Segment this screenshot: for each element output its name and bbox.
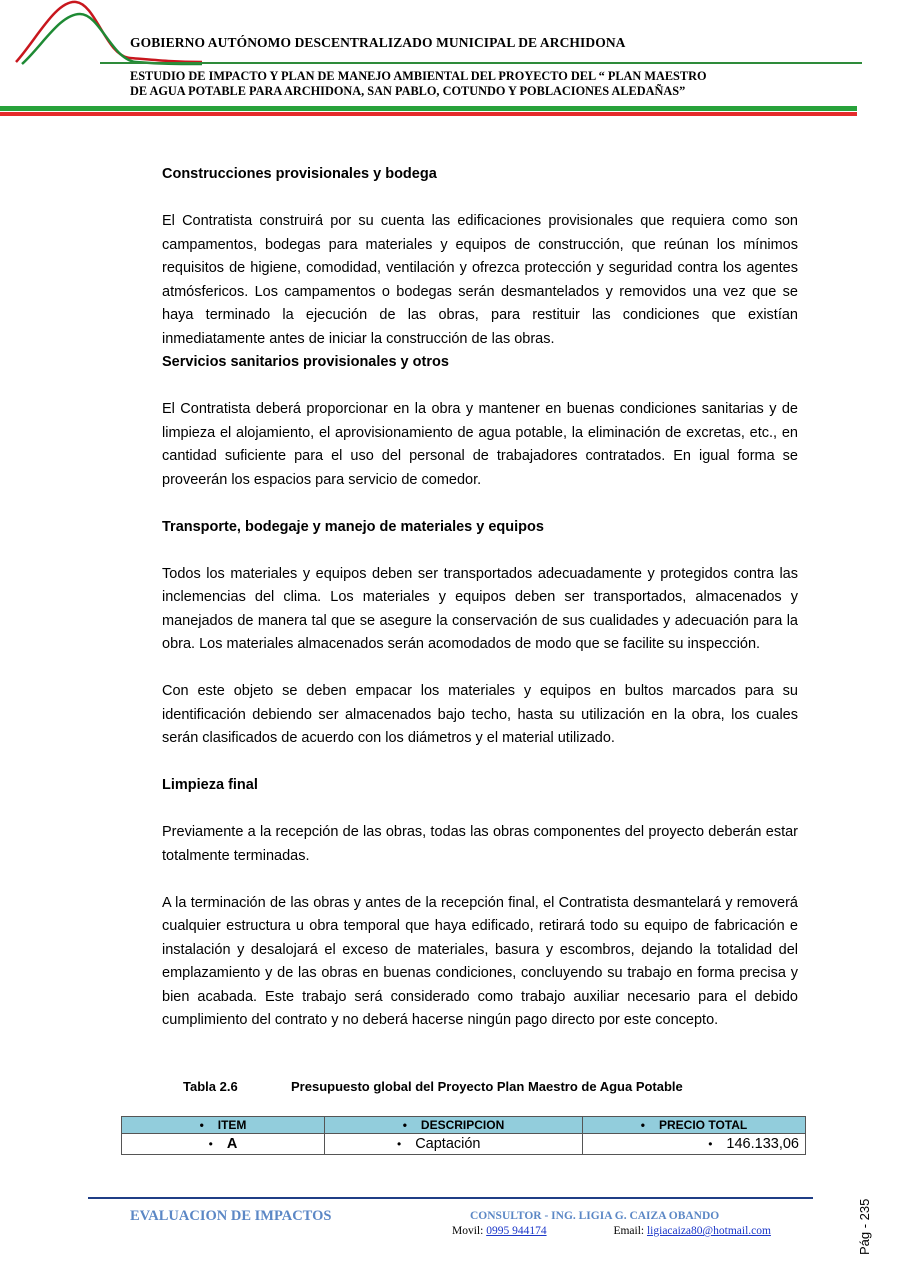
header-title: GOBIERNO AUTÓNOMO DESCENTRALIZADO MUNICIPAL DE ARCHIDONA <box>130 35 626 50</box>
bullet-icon: • <box>199 1118 204 1132</box>
table-caption-text: Presupuesto global del Proyecto Plan Maestro de Agua Potable <box>291 1079 683 1094</box>
footer-consultor: CONSULTOR - ING. LIGIA G. CAIZA OBANDO <box>470 1210 720 1222</box>
page-number: Pág - 235 <box>857 1198 872 1255</box>
table-cell-item: • A <box>122 1134 325 1155</box>
table-header-description: • DESCRIPCION <box>325 1117 583 1134</box>
paragraph: Con este objeto se deben empacar los materiales y equipos en bultos marcados para su identificación debiendo ser almacenados bajo techo, hasta su utilización en la obra, los cuales serán clasificados de acuerdo con los diámetros y el material utilizado. <box>162 683 798 746</box>
table-header-item: • ITEM <box>122 1117 325 1134</box>
footer-contact <box>452 1225 771 1237</box>
header-band-green <box>0 106 857 111</box>
header-divider <box>100 62 862 64</box>
movil-label: Movil: <box>452 1225 484 1237</box>
paragraph: A la terminación de las obras y antes de la recepción final, el Contratista desmantelará y removerá cualquier estructura u obra temporal que haya edificado, retirará todo su equipo de fabricación e instalación y desalojará el exceso de materiales, basura y escombros, dejando la totalidad del emplazamiento y de las obras en buenas condiciones, concluyendo su trabajo en forma precisa y bien acabada. Este trabajo será considerado como trabajo auxiliar necesario para el debido cumplimiento del contrato y no deberá hacerse ningún pago directo por este concepto. <box>162 894 798 1028</box>
header-subtitle <box>130 69 830 98</box>
email-label: Email: <box>613 1225 645 1237</box>
bullet-icon: • <box>208 1137 213 1151</box>
document-body <box>162 163 798 1033</box>
section-heading: Construcciones provisionales y bodega <box>162 166 437 182</box>
table-header-price: • PRECIO TOTAL <box>583 1117 806 1134</box>
table-caption-label: Tabla 2.6 <box>183 1079 238 1094</box>
paragraph: El Contratista deberá proporcionar en la obra y mantener en buenas condiciones sanitarias y de limpieza el alojamiento, el aprovisionamiento de agua potable, la eliminación de excretas, etc., en cantidad suficiente para el uso del personal de trabajadores contratados. En igual forma se proveerán los espacios para servicio de comedor. <box>162 401 798 488</box>
bullet-icon: • <box>402 1118 407 1132</box>
phone-link[interactable]: 0995 944174 <box>486 1225 547 1237</box>
paragraph: El Contratista construirá por su cuenta las edificaciones provisionales que requiera como son campamentos, bodegas para materiales y equipos de construcción, que reúnan los mínimos requisitos de higiene, comodidad, ventilación y ofrezca protección y seguridad contra los agentes atmósfericos. Los campamentos o bodegas serán desmantelados y removidos una vez que se haya terminado la ejecución de las obras, para restituir las condiciones que existían inmediatamente antes de iniciar la construcción de las obras. <box>162 213 798 347</box>
table-caption <box>183 1079 683 1094</box>
table-cell-price: • 146.133,06 <box>583 1134 806 1155</box>
footer-section-name: EVALUACION DE IMPACTOS <box>130 1208 332 1224</box>
footer-divider <box>88 1197 813 1199</box>
bullet-icon: • <box>708 1137 713 1151</box>
paragraph: Todos los materiales y equipos deben ser transportados adecuadamente y protegidos contra las inclemencias del clima. Los materiales y equipos deben ser transportados, almacenados y manejados de manera tal que se asegure la conservación de sus cualidades y adecuación para la obra. Los materiales almacenados serán acomodados de modo que se facilite su inspección. <box>162 565 798 652</box>
table-header-row <box>122 1117 806 1134</box>
bullet-icon: • <box>640 1118 645 1132</box>
header-subtitle-line-1: ESTUDIO DE IMPACTO Y PLAN DE MANEJO AMBIENTAL DEL PROYECTO DEL “ PLAN MAESTRO <box>130 69 707 83</box>
table-row <box>122 1134 806 1155</box>
section-heading: Transporte, bodegaje y manejo de materiales y equipos <box>162 518 544 535</box>
section-heading: Limpieza final <box>162 777 258 793</box>
table-cell-description: • Captación <box>325 1134 583 1155</box>
budget-table <box>121 1116 806 1155</box>
paragraph: Previamente a la recepción de las obras, todas las obras componentes del proyecto deberán estar totalmente terminadas. <box>162 824 798 864</box>
section-heading: Servicios sanitarios provisionales y otros <box>162 354 449 370</box>
header-subtitle-line-2: DE AGUA POTABLE PARA ARCHIDONA, SAN PABLO, COTUNDO Y POBLACIONES ALEDAÑAS” <box>130 83 686 98</box>
header-band-red <box>0 112 857 116</box>
bullet-icon: • <box>397 1137 402 1151</box>
email-link[interactable]: ligiacaiza80@hotmail.com <box>646 1225 771 1237</box>
